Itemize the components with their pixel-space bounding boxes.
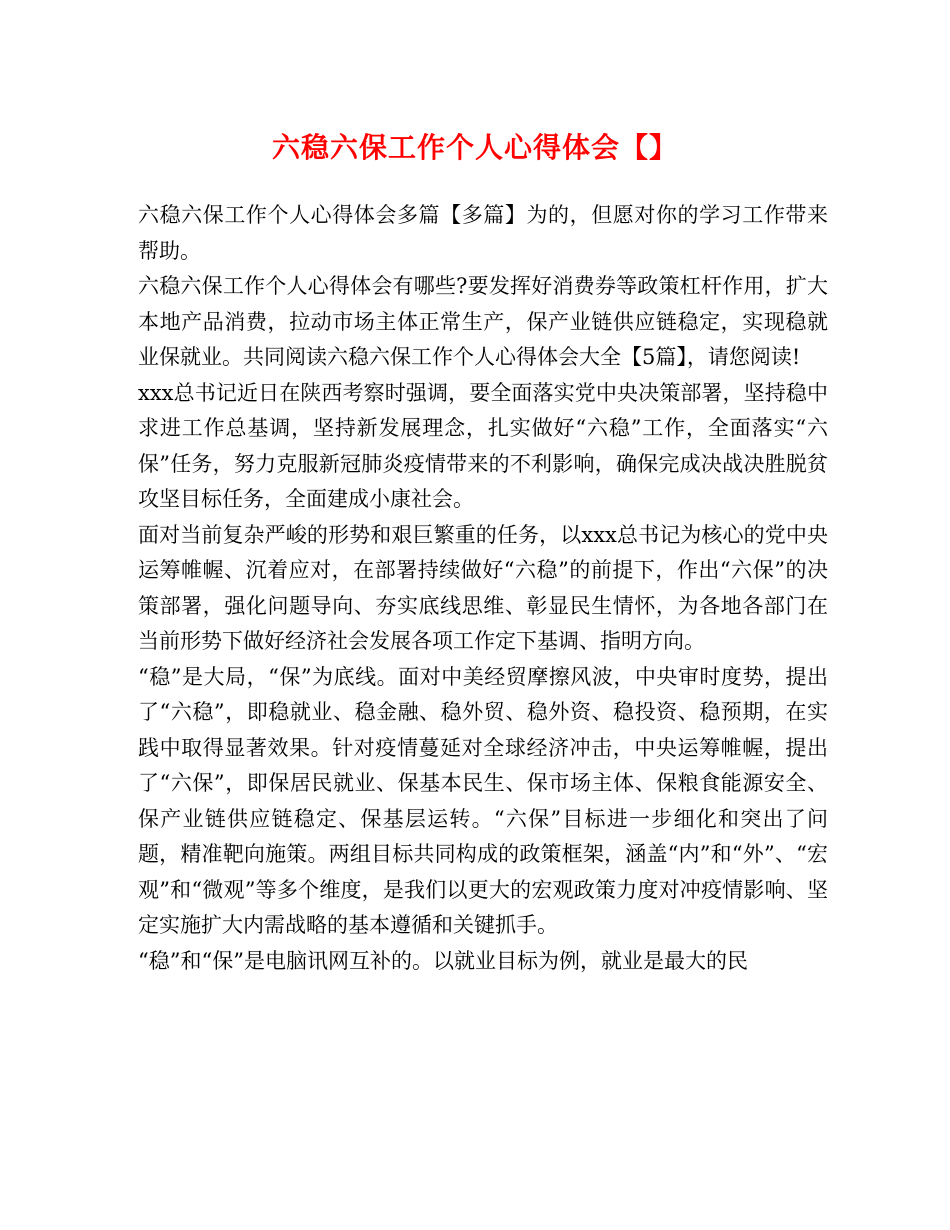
paragraph-overview: 六稳六保工作个人心得体会有哪些?要发挥好消费券等政策杠杆作用，扩大本地产品消费，拉动市场主体正常生产，保产业链供应链稳定，实现稳就业保就业。共同阅读六稳六保工作个人心得体会大全【5篇】，请您阅读!	[138, 274, 828, 369]
document-title: 六稳六保工作个人心得体会【】	[271, 131, 678, 164]
paragraph-intro: 六稳六保工作个人心得体会多篇【多篇】为的，但愿对你的学习工作带来帮助。	[138, 203, 828, 263]
document-body	[138, 198, 828, 979]
paragraph-central-deployment: 面对当前复杂严峻的形势和艰巨繁重的任务，以xxx总书记为核心的党中央运筹帷幄、沉着应对，在部署持续做好“六稳”的前提下，作出“六保”的决策部署，强化问题导向、夯实底线思维、彰显民生情怀，为各地各部门在当前形势下做好经济社会发展各项工作定下基调、指明方向。	[138, 522, 828, 653]
paragraph-stability-baseline: “稳”是大局，“保”为底线。面对中美经贸摩擦风波，中央审时度势，提出了“六稳”，即稳就业、稳金融、稳外贸、稳外资、稳投资、稳预期，在实践中取得显著效果。针对疫情蔓延对全球经济冲击，中央运筹帷幄，提出了“六保”，即保居民就业、保基本民生、保市场主体、保粮食能源安全、保产业链供应链稳定、保基层运转。“六保”目标进一步细化和突出了问题，精准靶向施策。两组目标共同构成的政策框架，涵盖“内”和“外”、“宏观”和“微观”等多个维度，是我们以更大的宏观政策力度对冲疫情影响、坚定实施扩大内需战略的基本遵循和关键抓手。	[138, 664, 828, 937]
paragraph-complementary: “稳”和“保”是电脑讯网互补的。以就业目标为例，就业是最大的民	[138, 948, 748, 973]
paragraph-shaanxi-visit: xxx总书记近日在陕西考察时强调，要全面落实党中央决策部署，坚持稳中求进工作总基调，坚持新发展理念，扎实做好“六稳”工作，全面落实“六保”任务，努力克服新冠肺炎疫情带来的不利影响，确保完成决战决胜脱贫攻坚目标任务，全面建成小康社会。	[138, 380, 828, 511]
